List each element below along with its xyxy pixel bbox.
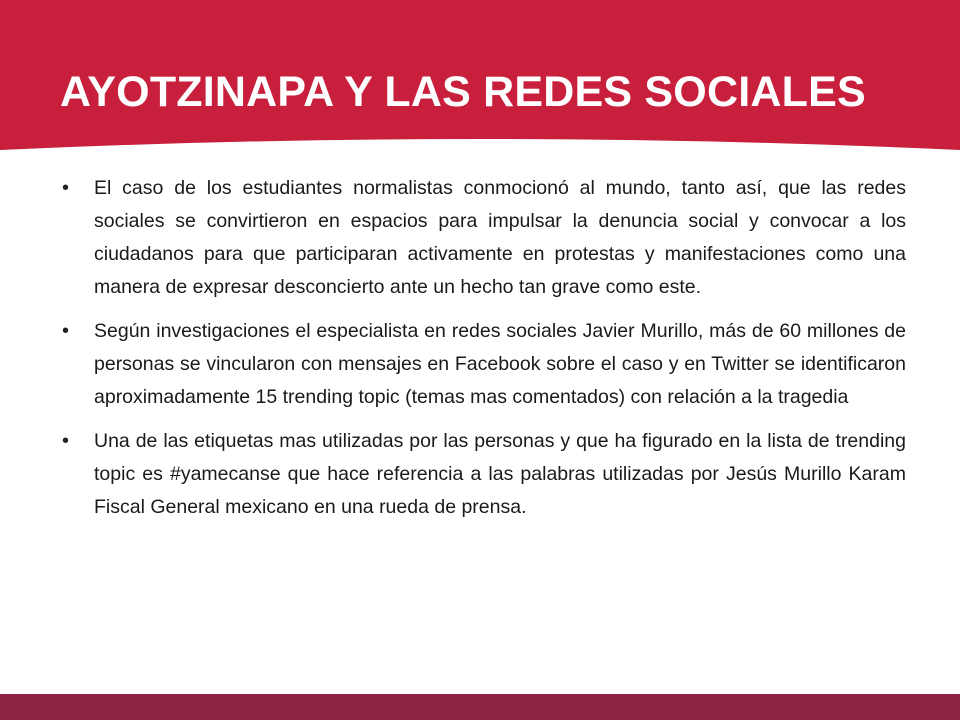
footer-band-shape — [0, 694, 960, 720]
bullet-item-3 — [62, 425, 906, 524]
bullet-list — [62, 172, 906, 524]
bullet-item-1 — [62, 172, 906, 304]
bullet-text-1: El caso de los estudiantes normalistas conmocionó al mundo, tanto así, que las redes sociales se convirtieron en espacios para impulsar la denuncia social y convocar a los ciudadanos para que participaran activamente en protestas y manifestaciones como una manera de expresar desconcierto ante un hecho tan grave como este. — [94, 177, 906, 298]
footer-band — [0, 694, 960, 720]
bullet-marker: • — [62, 430, 70, 452]
slide-title: AYOTZINAPA Y LAS REDES SOCIALES — [60, 68, 866, 116]
bullet-item-2 — [62, 315, 906, 414]
bullet-text-3: Una de las etiquetas mas utilizadas por las personas y que ha figurado en la lista de trending topic es #yamecanse que hace referencia a las palabras utilizadas por Jesús Murillo Karam Fiscal General mexicano en una rueda de prensa. — [94, 430, 906, 518]
bullet-marker: • — [62, 177, 70, 199]
slide-content — [62, 172, 906, 535]
bullet-marker: • — [62, 320, 70, 342]
bullet-text-2: Según investigaciones el especialista en redes sociales Javier Murillo, más de 60 millones de personas se vincularon con mensajes en Facebook sobre el caso y en Twitter se identificaron aproximadamente 15 trending topic (temas mas comentados) con relación a la tragedia — [94, 320, 906, 408]
